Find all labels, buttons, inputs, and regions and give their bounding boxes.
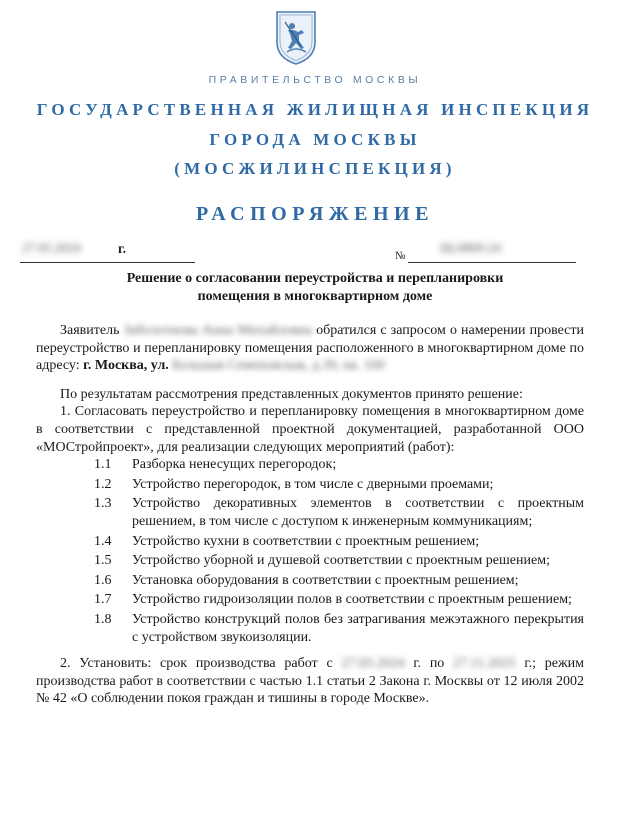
inspection-title-line2: ГОРОДА МОСКВЫ (209, 130, 421, 149)
date-suffix: г. (118, 241, 126, 256)
paragraph-approval: 1. Согласовать переустройство и перепланировку помещения в многоквартирном доме в соответствии с представленной проектной документацией, разработанной ООО «МОСтройпроект», для реализации следующих мероприятий (работ): (36, 404, 584, 455)
applicant-request-text: обратился с запросом о намерении провести переустройство и перепланировку помещения расположенного в многоквартирном доме по адресу: (36, 323, 584, 374)
document-subject (0, 270, 630, 306)
list-item-number: 1.5 (94, 553, 112, 569)
list-item-text: Устройство гидроизоляции полов в соответствии с проектным решением; (132, 592, 572, 608)
list-item-number: 1.8 (94, 611, 112, 627)
paragraph-applicant (36, 322, 584, 375)
list-item (94, 533, 584, 551)
list-item-number: 1.1 (94, 457, 112, 473)
schedule-text-end: г.; режим производства работ в соответствии с частью 1.1 статьи 2 Закона г. Москвы от 12 июля 2002 № 42 «О соблюдении покоя граждан и тишины в городе Москве». (36, 656, 585, 707)
list-item-text: Установка оборудования в соответствии с проектным решением; (132, 572, 519, 588)
list-item (94, 572, 584, 590)
list-item-text: Разборка ненесущих перегородок; (132, 457, 337, 473)
number-label: № (395, 250, 406, 262)
list-item-number: 1.3 (94, 496, 112, 512)
list-item (94, 611, 584, 646)
schedule-text-start: 2. Установить: срок производства работ с (60, 656, 333, 672)
address-value: Большая Семеновская, д.39, кв. 100 (172, 358, 385, 374)
schedule-date-to: 27.11.2025 (453, 656, 516, 672)
paragraph-schedule (36, 655, 584, 708)
document-date: 27.05.2024 (22, 240, 81, 255)
list-item-number: 1.6 (94, 572, 112, 588)
applicant-label: Заявитель (60, 323, 120, 338)
applicant-name: Заболотнова Анна Михайловна (123, 323, 313, 338)
schedule-text-middle: г. по (413, 656, 445, 672)
paragraph-decision: По результатам рассмотрения представленных документов принято решение: (60, 386, 523, 402)
list-item (94, 456, 584, 474)
list-item-number: 1.4 (94, 533, 112, 549)
subject-line-1: Решение о согласовании переустройства и перепланировки (126, 271, 504, 286)
document-body (36, 322, 584, 708)
inspection-title-line3: (МОСЖИЛИНСПЕКЦИЯ) (174, 159, 456, 178)
list-item-text: Устройство конструкций полов без затрагивания межэтажного перекрытия с устройством звукоизоляции. (132, 611, 584, 645)
list-item-text: Устройство перегородок, в том числе с дверными проемами; (132, 476, 494, 492)
list-item (94, 552, 584, 570)
moscow-coat-of-arms-icon (271, 8, 321, 66)
document-type-title: РАСПОРЯЖЕНИЕ (196, 203, 434, 225)
list-item (94, 495, 584, 530)
schedule-date-from: 27.05.2024 (341, 656, 405, 672)
address-label: г. Москва, ул. (83, 358, 169, 374)
list-item (94, 476, 584, 494)
list-item-number: 1.7 (94, 592, 112, 608)
subject-line-2: помещения в многоквартирном доме (197, 289, 433, 304)
list-item-number: 1.2 (94, 476, 112, 492)
document-number: Щ-0809-24 (440, 240, 501, 255)
list-item-text: Устройство уборной и душевой соответствии с проектным решением; (132, 553, 550, 569)
government-title: ПРАВИТЕЛЬСТВО МОСКВЫ (208, 74, 422, 86)
list-item (94, 591, 584, 609)
list-item-text: Устройство кухни в соответствии с проектным решением; (132, 533, 480, 549)
list-item-text: Устройство декоративных элементов в соответствии с проектным решением, в том числе с доступом к инженерным коммуникациям; (132, 496, 584, 529)
inspection-title-line1: ГОСУДАРСТВЕННАЯ ЖИЛИЩНАЯ ИНСПЕКЦИЯ (36, 100, 594, 119)
